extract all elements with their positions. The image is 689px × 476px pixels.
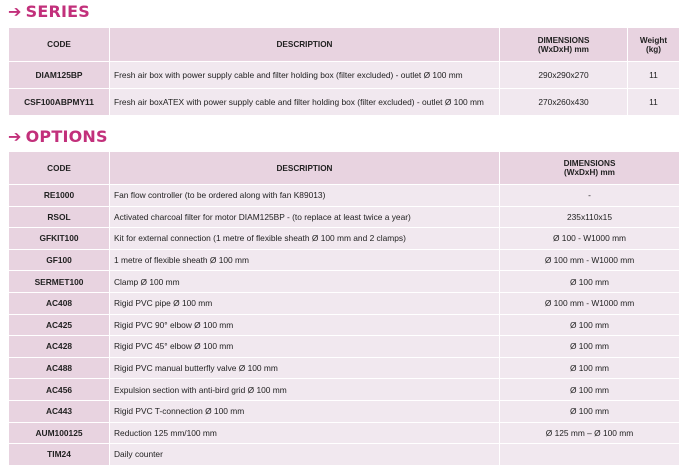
row-dimensions: 235x110x15 — [500, 206, 680, 228]
col-dimensions-header: DIMENSIONS (WxDxH) mm — [500, 28, 628, 62]
row-description: Rigid PVC pipe Ø 100 mm — [110, 292, 500, 314]
table-row — [9, 185, 680, 207]
row-description: Activated charcoal filter for motor DIAM125BP - (to replace at least twice a year) — [110, 206, 500, 228]
options-title: OPTIONS — [25, 127, 108, 146]
table-row — [9, 228, 680, 250]
table-row — [9, 422, 680, 444]
row-dimensions: Ø 100 mm — [500, 314, 680, 336]
row-dimensions: 290x290x270 — [500, 62, 628, 89]
row-code: RSOL — [9, 206, 110, 228]
table-row — [9, 271, 680, 293]
col-dimensions-header: DIMENSIONS (WxDxH) mm — [500, 152, 680, 185]
row-description: 1 metre of flexible sheath Ø 100 mm — [110, 249, 500, 271]
arrow-right-icon: ➔ — [8, 127, 22, 146]
series-title: SERIES — [25, 2, 90, 21]
row-description: Rigid PVC T-connection Ø 100 mm — [110, 400, 500, 422]
table-row — [9, 379, 680, 401]
table-row — [9, 62, 680, 89]
row-code: AC456 — [9, 379, 110, 401]
row-dimensions: Ø 100 mm - W1000 mm — [500, 249, 680, 271]
table-row — [9, 292, 680, 314]
col-code-header: CODE — [9, 152, 110, 185]
row-code: RE1000 — [9, 185, 110, 207]
row-description: Reduction 125 mm/100 mm — [110, 422, 500, 444]
row-dimensions: Ø 100 mm - W1000 mm — [500, 292, 680, 314]
options-header-row — [9, 152, 680, 185]
table-row — [9, 444, 680, 466]
col-weight-header: Weight (kg) — [628, 28, 680, 62]
row-description: Fresh air boxATEX with power supply cable and filter holding box (filter excluded) - outlet Ø 100 mm — [110, 89, 500, 116]
row-description: Expulsion section with anti-bird grid Ø 100 mm — [110, 379, 500, 401]
row-code: TIM24 — [9, 444, 110, 466]
table-row — [9, 89, 680, 116]
options-table — [8, 151, 680, 466]
row-dimensions: Ø 100 - W1000 mm — [500, 228, 680, 250]
row-dimensions: Ø 100 mm — [500, 400, 680, 422]
row-description: Rigid PVC manual butterfly valve Ø 100 mm — [110, 357, 500, 379]
row-code: AUM100125 — [9, 422, 110, 444]
row-dimensions: Ø 100 mm — [500, 379, 680, 401]
row-code: CSF100ABPMY11 — [9, 89, 110, 116]
row-description: Kit for external connection (1 metre of flexible sheath Ø 100 mm and 2 clamps) — [110, 228, 500, 250]
row-description: Rigid PVC 90° elbow Ø 100 mm — [110, 314, 500, 336]
series-header-row — [9, 28, 680, 62]
col-code-header: CODE — [9, 28, 110, 62]
row-dimensions: Ø 100 mm — [500, 271, 680, 293]
row-description: Fresh air box with power supply cable and filter holding box (filter excluded) - outlet Ø 100 mm — [110, 62, 500, 89]
series-table — [8, 27, 680, 116]
row-code: GF100 — [9, 249, 110, 271]
row-dimensions: Ø 100 mm — [500, 357, 680, 379]
row-code: AC443 — [9, 400, 110, 422]
row-weight: 11 — [628, 62, 680, 89]
row-code: GFKIT100 — [9, 228, 110, 250]
row-dimensions: - — [500, 185, 680, 207]
row-weight: 11 — [628, 89, 680, 116]
table-row — [9, 314, 680, 336]
row-code: SERMET100 — [9, 271, 110, 293]
row-code: AC428 — [9, 336, 110, 358]
arrow-right-icon: ➔ — [8, 2, 22, 21]
row-code: AC425 — [9, 314, 110, 336]
row-description: Fan flow controller (to be ordered along with fan K89013) — [110, 185, 500, 207]
table-row — [9, 249, 680, 271]
row-dimensions: 270x260x430 — [500, 89, 628, 116]
row-code: AC488 — [9, 357, 110, 379]
row-description: Daily counter — [110, 444, 500, 466]
row-code: AC408 — [9, 292, 110, 314]
col-description-header: DESCRIPTION — [110, 28, 500, 62]
row-dimensions — [500, 444, 680, 466]
row-code: DIAM125BP — [9, 62, 110, 89]
col-description-header: DESCRIPTION — [110, 152, 500, 185]
row-description: Rigid PVC 45° elbow Ø 100 mm — [110, 336, 500, 358]
table-row — [9, 400, 680, 422]
table-row — [9, 357, 680, 379]
options-heading — [8, 127, 108, 146]
row-description: Clamp Ø 100 mm — [110, 271, 500, 293]
table-row — [9, 336, 680, 358]
row-dimensions: Ø 125 mm – Ø 100 mm — [500, 422, 680, 444]
series-heading — [8, 2, 90, 21]
row-dimensions: Ø 100 mm — [500, 336, 680, 358]
table-row — [9, 206, 680, 228]
